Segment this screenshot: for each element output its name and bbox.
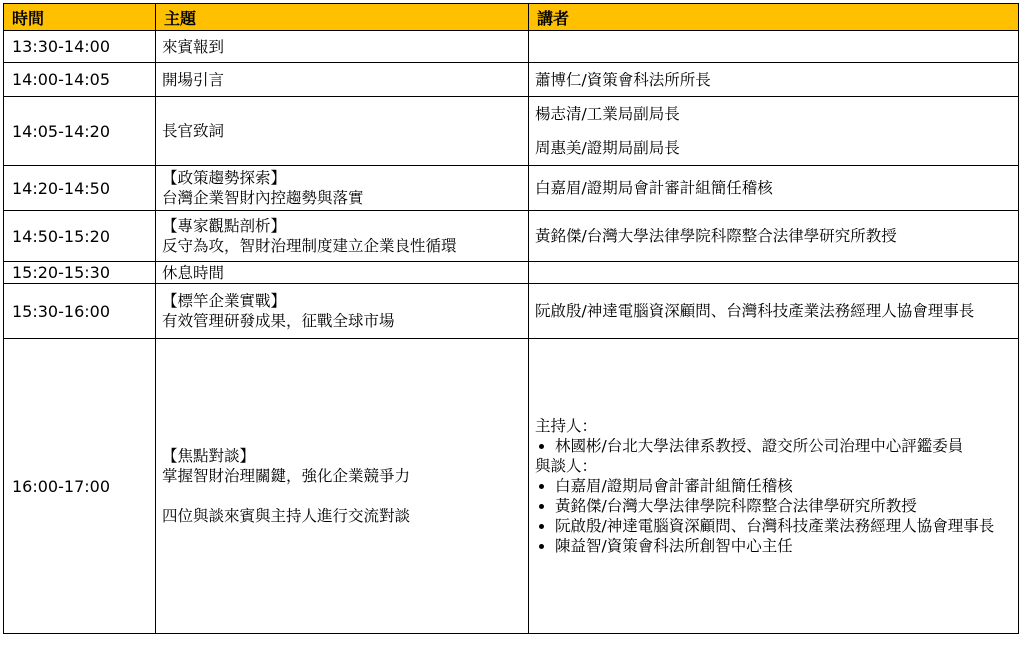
table-row	[4, 211, 1019, 262]
speaker-cell: 蕭博仁/資策會科法所所長	[529, 63, 1019, 97]
topic-cell: 休息時間	[156, 262, 529, 284]
topic-title: 【政策趨勢探索】	[162, 169, 287, 187]
topic-text: 台灣企業智財內控趨勢與落實	[162, 189, 364, 207]
topic-cell: 長官致詞	[156, 97, 529, 166]
time-cell: 14:00-14:05	[4, 63, 156, 97]
topic-title: 【焦點對談】	[162, 447, 256, 465]
time-cell: 13:30-14:00	[4, 31, 156, 63]
speaker-cell: 阮啟殷/神達電腦資深顧問、台灣科技產業法務經理人協會理事長	[529, 284, 1019, 339]
panelist-list	[535, 476, 1012, 556]
speaker-cell	[529, 31, 1019, 63]
host-list	[535, 436, 1012, 456]
time-cell: 14:20-14:50	[4, 166, 156, 211]
topic-note: 四位與談來賓與主持人進行交流對談	[162, 507, 411, 525]
list-item: • 林國彬/台北大學法律系教授、證交所公司治理中心評鑑委員	[555, 436, 1012, 456]
header-time: 時間	[4, 4, 156, 31]
table-row	[4, 262, 1019, 284]
time-cell: 14:05-14:20	[4, 97, 156, 166]
list-item: • 阮啟殷/神達電腦資深顧問、台灣科技產業法務經理人協會理事長	[555, 516, 1012, 536]
speaker-cell	[529, 262, 1019, 284]
topic-cell	[156, 166, 529, 211]
list-item: • 白嘉眉/證期局會計審計組簡任稽核	[555, 476, 1012, 496]
list-item: • 黃銘傑/台灣大學法律學院科際整合法律學研究所教授	[555, 496, 1012, 516]
header-speaker: 講者	[529, 4, 1019, 31]
topic-cell	[156, 339, 529, 634]
topic-text: 有效管理研發成果，征戰全球市場	[162, 312, 395, 330]
topic-cell	[156, 211, 529, 262]
table-row	[4, 63, 1019, 97]
time-cell: 14:50-15:20	[4, 211, 156, 262]
host-label: 主持人：	[535, 417, 598, 435]
topic-text: 反守為攻，智財治理制度建立企業良性循環	[162, 237, 457, 255]
table-row	[4, 166, 1019, 211]
table-row	[4, 284, 1019, 339]
table-row	[4, 339, 1019, 634]
topic-cell: 來賓報到	[156, 31, 529, 63]
topic-title: 【專家觀點剖析】	[162, 217, 287, 235]
speaker-cell: 黃銘傑/台灣大學法律學院科際整合法律學研究所教授	[529, 211, 1019, 262]
speaker-cell	[529, 339, 1019, 634]
speaker-line: 楊志清/工業局副局長	[535, 105, 680, 123]
time-cell: 16:00-17:00	[4, 339, 156, 634]
header-topic: 主題	[156, 4, 529, 31]
header-row	[4, 4, 1019, 31]
time-cell: 15:20-15:30	[4, 262, 156, 284]
speaker-cell: 白嘉眉/證期局會計審計組簡任稽核	[529, 166, 1019, 211]
topic-text: 掌握智財治理關鍵，強化企業競爭力	[162, 467, 411, 485]
table-row	[4, 31, 1019, 63]
list-item: • 陳益智/資策會科法所創智中心主任	[555, 536, 1012, 556]
topic-cell: 開場引言	[156, 63, 529, 97]
topic-title: 【標竿企業實戰】	[162, 292, 287, 310]
topic-cell	[156, 284, 529, 339]
time-cell: 15:30-16:00	[4, 284, 156, 339]
speaker-cell	[529, 97, 1019, 166]
panel-label: 與談人：	[535, 457, 598, 475]
agenda-table	[3, 3, 1019, 634]
speaker-line: 周惠美/證期局副局長	[535, 139, 680, 157]
table-row	[4, 97, 1019, 166]
